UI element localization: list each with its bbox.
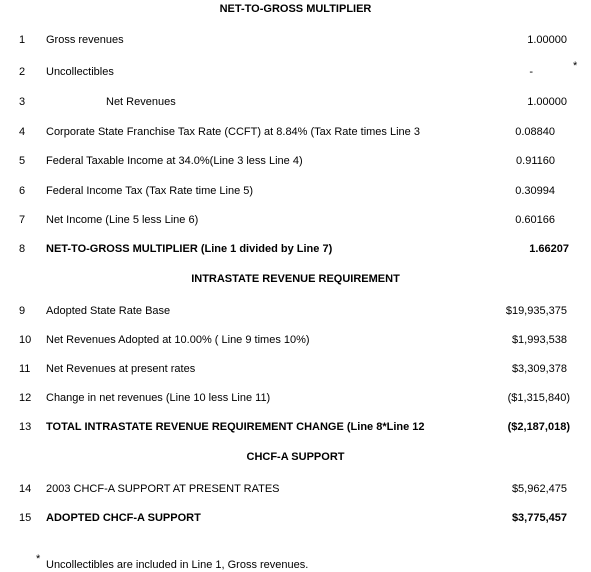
line-value: $19,935,375 bbox=[505, 305, 567, 317]
table-row bbox=[0, 96, 591, 112]
line-number: 9 bbox=[19, 305, 26, 317]
line-value: 0.60166 bbox=[515, 214, 555, 226]
line-value: 1.66207 bbox=[529, 243, 569, 255]
line-value: $1,993,538 bbox=[511, 334, 567, 346]
section-title-chcf-a-support: CHCF-A SUPPORT bbox=[246, 451, 345, 463]
line-number: 6 bbox=[19, 185, 26, 197]
footnote-mark: * bbox=[36, 553, 41, 565]
line-description: Net Revenues at present rates bbox=[46, 363, 196, 375]
table-row bbox=[0, 214, 591, 230]
line-number: 8 bbox=[19, 243, 26, 255]
line-number: 12 bbox=[19, 392, 32, 404]
table-row-total bbox=[0, 421, 591, 437]
line-number: 5 bbox=[19, 155, 26, 167]
line-description: ADOPTED CHCF-A SUPPORT bbox=[46, 512, 201, 524]
line-description: Net Income (Line 5 less Line 6) bbox=[46, 214, 199, 226]
table-row bbox=[0, 392, 591, 408]
table-row bbox=[0, 126, 591, 142]
line-description: Corporate State Franchise Tax Rate (CCFT) at 8.84% (Tax Rate times Line 3 bbox=[46, 126, 420, 138]
line-description: TOTAL INTRASTATE REVENUE REQUIREMENT CHANGE (Line 8*Line 12 bbox=[46, 421, 425, 433]
line-value: $3,775,457 bbox=[511, 512, 567, 524]
table-row bbox=[0, 483, 591, 499]
line-description: 2003 CHCF-A SUPPORT AT PRESENT RATES bbox=[46, 483, 280, 495]
section-title-intrastate-revenue: INTRASTATE REVENUE REQUIREMENT bbox=[191, 273, 400, 285]
table-row-total bbox=[0, 512, 591, 528]
line-number: 2 bbox=[19, 66, 26, 78]
line-value: ($2,187,018) bbox=[507, 421, 570, 433]
line-value: 1.00000 bbox=[527, 34, 567, 46]
line-value: 1.00000 bbox=[527, 96, 567, 108]
line-number: 11 bbox=[19, 363, 31, 375]
line-number: 7 bbox=[19, 214, 26, 226]
line-description: NET-TO-GROSS MULTIPLIER (Line 1 divided by Line 7) bbox=[46, 243, 333, 255]
line-description: Federal Income Tax (Tax Rate time Line 5) bbox=[46, 185, 254, 197]
line-value: $3,309,378 bbox=[511, 363, 567, 375]
line-number: 14 bbox=[19, 483, 32, 495]
line-number: 10 bbox=[19, 334, 32, 346]
line-number: 15 bbox=[19, 512, 32, 524]
line-description: Net Revenues bbox=[106, 96, 176, 108]
line-description: Net Revenues Adopted at 10.00% ( Line 9 times 10%) bbox=[46, 334, 310, 346]
line-description: Federal Taxable Income at 34.0%(Line 3 less Line 4) bbox=[46, 155, 303, 167]
table-row bbox=[0, 34, 591, 50]
line-value: $5,962,475 bbox=[511, 483, 567, 495]
table-row bbox=[0, 66, 591, 82]
line-description: Change in net revenues (Line 10 less Line 11) bbox=[46, 392, 271, 404]
line-value: - bbox=[529, 66, 533, 78]
line-description: Gross revenues bbox=[46, 34, 124, 46]
line-value: 0.91160 bbox=[516, 155, 555, 167]
line-description: Adopted State Rate Base bbox=[46, 305, 171, 317]
footnote-mark: * bbox=[573, 60, 578, 72]
table-row bbox=[0, 334, 591, 350]
table-row-total bbox=[0, 243, 591, 259]
line-number: 4 bbox=[19, 126, 26, 138]
footnote-text: Uncollectibles are included in Line 1, Gross revenues. bbox=[46, 559, 309, 571]
line-number: 1 bbox=[19, 34, 26, 46]
line-value: ($1,315,840) bbox=[507, 392, 570, 404]
table-row bbox=[0, 363, 591, 379]
section-title-net-to-gross: NET-TO-GROSS MULTIPLIER bbox=[219, 3, 372, 15]
line-number: 3 bbox=[19, 96, 26, 108]
line-description: Uncollectibles bbox=[46, 66, 114, 78]
line-number: 13 bbox=[19, 421, 32, 433]
line-value: 0.08840 bbox=[515, 126, 555, 138]
table-row bbox=[0, 185, 591, 201]
table-row bbox=[0, 305, 591, 321]
line-value: 0.30994 bbox=[515, 185, 555, 197]
table-row bbox=[0, 155, 591, 171]
